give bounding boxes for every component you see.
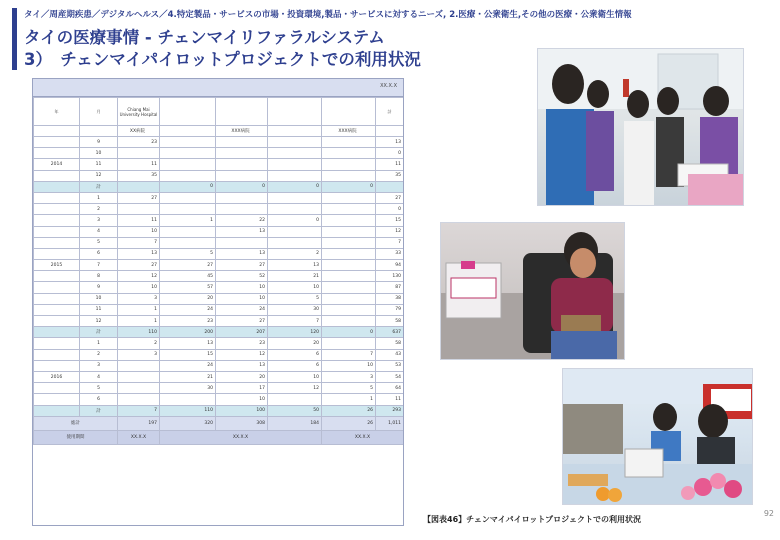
table-cell: 0 [216,181,268,192]
table-cell [268,394,322,405]
table-cell: XX.X.X [118,430,160,444]
table-cell: 2015 [34,260,80,271]
table-cell [34,327,80,338]
table-cell: 6 [268,349,322,360]
table-cell: 58 [376,316,404,327]
table-cell: 27 [216,316,268,327]
table-cell: 58 [376,338,404,349]
table-cell: XXX病院 [216,126,268,137]
table-cell: 30 [268,304,322,315]
table-cell: 0 [268,215,322,226]
table-cell: 2014 [34,159,80,170]
table-cell [376,181,404,192]
table-cell [34,338,80,349]
table-cell: 12 [268,383,322,394]
table-cell [160,98,216,126]
table-cell: 1 [80,192,118,203]
table-cell: 45 [160,271,216,282]
table-period-row [34,430,404,444]
table-row [34,371,404,382]
table-cell: 13 [268,260,322,271]
table-cell [216,170,268,181]
table-cell: 計 [80,181,118,192]
table-cell [34,293,80,304]
table-cell: 320 [160,416,216,430]
table-cell: 4 [80,226,118,237]
table-cell: 38 [376,293,404,304]
table-cell [160,192,216,203]
table-cell: 1 [118,304,160,315]
table-cell: 27 [118,192,160,203]
table-cell: 35 [118,170,160,181]
table-cell [34,170,80,181]
photo-patient-ctg [440,222,625,360]
table-cell: 2016 [34,371,80,382]
table-cell [160,204,216,215]
table-cell: 12 [118,271,160,282]
table-row [34,215,404,226]
table-cell [118,394,160,405]
table-cell: 1 [118,316,160,327]
table-total-row [34,416,404,430]
figure-caption: 【図表46】チェンマイパイロットプロジェクトでの利用状況 [423,515,642,524]
table-cell [118,148,160,159]
table-row [34,316,404,327]
table-cell: 27 [160,260,216,271]
table-cell: 計 [80,327,118,338]
table-cell: 1 [160,215,216,226]
table-cell: 1,011 [376,416,404,430]
table-cell [216,204,268,215]
table-cell: 184 [268,416,322,430]
table-row [34,383,404,394]
table-cell: 2 [268,248,322,259]
table-cell [268,204,322,215]
table-cell [34,394,80,405]
table-cell: 13 [216,360,268,371]
table-cell [34,181,80,192]
table-cell [322,338,376,349]
table-cell [118,181,160,192]
table-cell: 0 [268,181,322,192]
table-row [34,248,404,259]
table-cell [34,304,80,315]
table-cell: 15 [160,349,216,360]
page-subtitle: 3） チェンマイパイロットプロジェクトでの利用状況 [24,50,421,69]
table-cell: 100 [216,405,268,416]
table-cell [322,293,376,304]
table-cell: 7 [118,405,160,416]
table-cell [322,271,376,282]
table-cell: XX.X.X [322,430,404,444]
table-cell [322,215,376,226]
table-cell: 7 [376,237,404,248]
table-cell [34,282,80,293]
table-cell [160,394,216,405]
table-cell: 年 [34,98,80,126]
table-cell [34,316,80,327]
table-cell [322,248,376,259]
table-cell: 2 [80,349,118,360]
table-row [34,181,404,192]
table-row [34,282,404,293]
table-cell: 3 [118,293,160,304]
table-cell [268,126,322,137]
table-cell [160,170,216,181]
photo-nurses-training [537,48,744,206]
table-cell [34,226,80,237]
table-cell [34,405,80,416]
table-row [34,226,404,237]
table-cell: 35 [376,170,404,181]
table-cell: 23 [160,316,216,327]
table-cell: 1 [322,394,376,405]
table-cell: 13 [376,137,404,148]
table-cell: 11 [118,159,160,170]
table-cell: 21 [160,371,216,382]
page-number: 92 [763,509,774,518]
table-cell: 3 [80,215,118,226]
table-cell: 総計 [34,416,118,430]
table-cell [322,137,376,148]
table-cell: 27 [216,260,268,271]
table-cell: 53 [376,360,404,371]
table-cell: 3 [322,371,376,382]
table-cell [268,226,322,237]
table-top-band [33,79,403,97]
table-cell [322,304,376,315]
table-cell [322,148,376,159]
table-cell: XX.X.X [160,430,322,444]
table-cell [34,126,80,137]
table-cell [216,137,268,148]
table-cell: 10 [216,293,268,304]
table-cell: 12 [216,349,268,360]
table-row [34,192,404,203]
table-cell: 5 [160,248,216,259]
table-cell [322,260,376,271]
table-cell: XXX病院 [322,126,376,137]
table-cell [118,371,160,382]
table-cell [268,192,322,203]
table-cell: 308 [216,416,268,430]
table-cell: 130 [376,271,404,282]
table-cell [268,98,322,126]
table-cell [34,383,80,394]
table-cell: XX病院 [118,126,160,137]
table-cell: 11 [118,215,160,226]
table-cell: 13 [216,226,268,237]
table-cell: 6 [268,360,322,371]
table-cell [268,237,322,248]
table-cell: 110 [118,327,160,338]
table-row [34,349,404,360]
table-row [34,405,404,416]
table-cell [34,248,80,259]
table-cell [160,237,216,248]
table-cell: 1 [80,338,118,349]
table-cell: 23 [118,137,160,148]
table-cell: 94 [376,260,404,271]
table-cell: 月 [80,98,118,126]
table-cell [216,237,268,248]
table-cell: 7 [322,349,376,360]
table-cell [322,237,376,248]
table-cell: 8 [80,271,118,282]
table-cell: 10 [80,293,118,304]
table-cell [80,126,118,137]
table-cell [34,137,80,148]
table-cell [216,98,268,126]
table-top-note: XX.X.X [380,83,397,89]
table-cell [268,159,322,170]
table-cell [34,237,80,248]
table-cell: 5 [80,383,118,394]
table-cell: 50 [268,405,322,416]
table-cell: 54 [376,371,404,382]
page-title: タイの医療事情 - チェンマイリファラルシステム [24,28,385,47]
table-cell: 10 [216,394,268,405]
table-cell: 52 [216,271,268,282]
table-row [34,237,404,248]
table-cell [118,360,160,371]
table-cell [268,170,322,181]
table-cell [322,282,376,293]
table-cell [34,360,80,371]
table-cell: 計 [80,405,118,416]
table-row [34,394,404,405]
table-cell: 10 [216,282,268,293]
table-cell: 5 [268,293,322,304]
table-cell [34,349,80,360]
table-subheader-row [34,126,404,137]
table-cell: 11 [376,159,404,170]
table-cell: 79 [376,304,404,315]
table-cell: 10 [268,282,322,293]
table-cell: 23 [216,338,268,349]
table-row [34,159,404,170]
table-cell: 10 [118,226,160,237]
table-cell: 13 [118,248,160,259]
table-cell [322,226,376,237]
table-row [34,137,404,148]
table-row [34,327,404,338]
table-cell: 9 [80,137,118,148]
table-cell [160,148,216,159]
table-cell [34,271,80,282]
table-cell [160,226,216,237]
table-cell: 27 [118,260,160,271]
usage-grid [33,97,404,445]
table-cell [322,204,376,215]
table-cell: 3 [118,349,160,360]
table-row [34,304,404,315]
table-cell: 20 [216,371,268,382]
table-cell [216,192,268,203]
table-cell: 10 [118,282,160,293]
table-cell: 使用期間 [34,430,118,444]
table-cell: 57 [160,282,216,293]
table-cell [160,159,216,170]
table-cell [216,148,268,159]
table-row [34,271,404,282]
table-cell: 6 [80,248,118,259]
table-cell: 3 [80,360,118,371]
table-cell [34,215,80,226]
table-cell: 24 [160,304,216,315]
photo-clinic-desk [562,368,753,505]
table-cell [322,159,376,170]
table-row [34,170,404,181]
table-cell: 7 [268,316,322,327]
table-cell [216,159,268,170]
table-cell: Chiang Mai University Hospital [118,98,160,126]
table-cell: 11 [376,394,404,405]
table-cell: 27 [376,192,404,203]
table-cell: 20 [160,293,216,304]
table-cell: 7 [80,260,118,271]
table-cell: 22 [216,215,268,226]
table-cell: 33 [376,248,404,259]
breadcrumb: タイ／周産期疾患／デジタルヘルス／4.特定製品・サービスの市場・投資環境,製品・サービスに対するニーズ, 2.医療・公衆衛生,その他の医療・公衆衛生情報 [24,10,632,20]
table-cell [34,204,80,215]
table-cell: 24 [216,304,268,315]
table-cell [160,126,216,137]
table-cell: 15 [376,215,404,226]
table-cell: 43 [376,349,404,360]
table-cell: 0 [322,181,376,192]
table-cell: 2 [80,204,118,215]
table-cell [376,126,404,137]
table-cell: 12 [80,316,118,327]
table-row [34,360,404,371]
table-cell: 13 [160,338,216,349]
table-cell: 13 [216,248,268,259]
table-cell [322,170,376,181]
table-row [34,148,404,159]
table-cell: 110 [160,405,216,416]
table-cell: 24 [160,360,216,371]
table-cell [34,192,80,203]
table-cell: 120 [268,327,322,338]
table-cell: 200 [160,327,216,338]
table-cell: 2 [118,338,160,349]
table-header-row [34,98,404,126]
table-cell: 7 [118,237,160,248]
table-cell: 10 [80,148,118,159]
table-cell: 12 [80,170,118,181]
table-row [34,204,404,215]
table-cell: 10 [268,371,322,382]
table-cell: 207 [216,327,268,338]
table-cell: 6 [80,394,118,405]
table-cell [322,98,376,126]
table-row [34,260,404,271]
table-cell [160,137,216,148]
table-cell: 9 [80,282,118,293]
table-cell: 0 [376,148,404,159]
table-cell: 64 [376,383,404,394]
table-cell: 17 [216,383,268,394]
table-cell [322,316,376,327]
table-cell [34,148,80,159]
table-cell [118,383,160,394]
table-cell: 197 [118,416,160,430]
table-row [34,293,404,304]
table-cell: 10 [322,360,376,371]
table-cell: 0 [160,181,216,192]
accent-bar [12,8,17,70]
table-cell [118,204,160,215]
table-cell: 26 [322,416,376,430]
table-cell: 0 [322,327,376,338]
table-cell: 21 [268,271,322,282]
table-cell: 5 [80,237,118,248]
table-cell: 5 [322,383,376,394]
table-cell: 0 [376,204,404,215]
table-cell: 12 [376,226,404,237]
table-cell [268,148,322,159]
table-cell: 4 [80,371,118,382]
table-cell [268,137,322,148]
table-cell: 計 [376,98,404,126]
table-cell: 30 [160,383,216,394]
table-cell: 293 [376,405,404,416]
table-cell: 26 [322,405,376,416]
table-cell [322,192,376,203]
table-cell: 20 [268,338,322,349]
table-row [34,338,404,349]
table-cell: 11 [80,304,118,315]
table-cell: 87 [376,282,404,293]
usage-table [32,78,404,526]
table-cell: 11 [80,159,118,170]
table-cell: 637 [376,327,404,338]
